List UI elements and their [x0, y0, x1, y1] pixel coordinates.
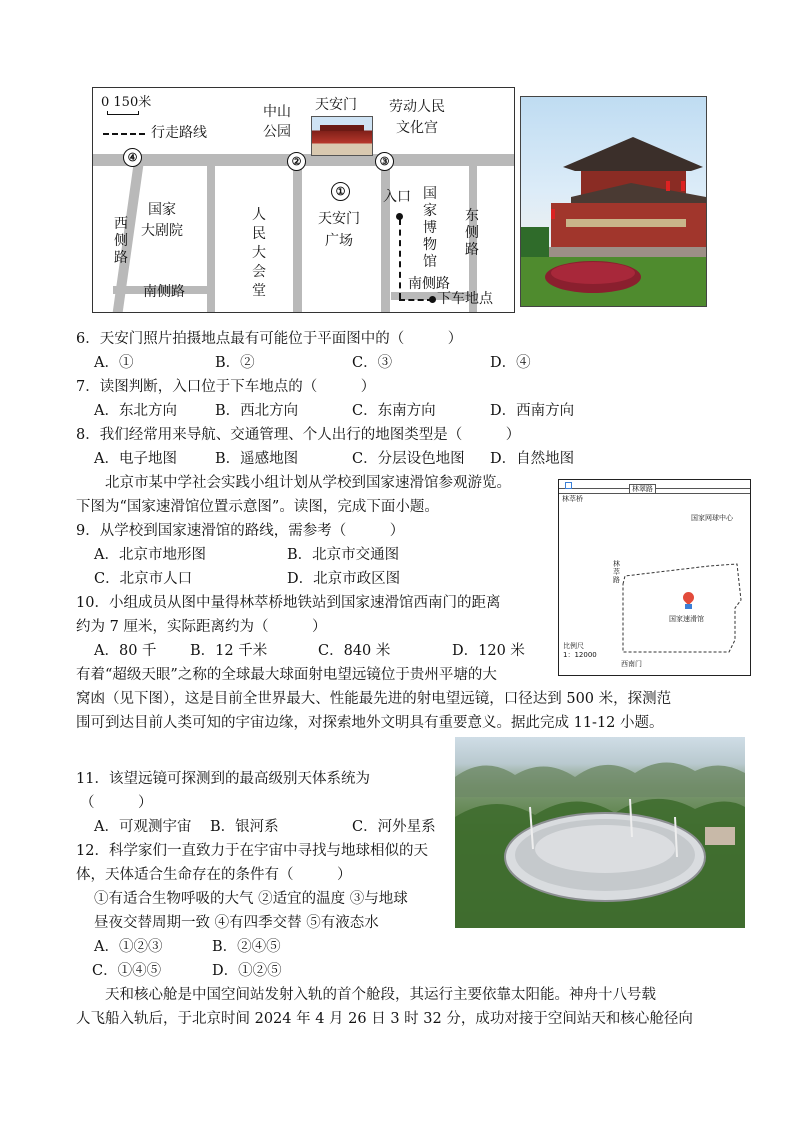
west-road-label: 西侧路 — [114, 216, 128, 266]
intro4-line2: 人飞船入轨后，于北京时间 2024 年 4 月 26 日 3 时 32 分，成功对接于空间站天和核心舱径向 — [76, 1011, 693, 1027]
tiananmen-photo — [520, 96, 707, 307]
q12-option-a[interactable]: A．①②③ — [94, 939, 163, 955]
intro3-line3: 围可到达目前人类可知的宇宙边缘，对探索地外文明具有重要意义。据此完成 11-12 小题。 — [76, 715, 664, 731]
q9-option-c[interactable]: C．北京市人口 — [94, 571, 193, 587]
walking-route-horizontal — [399, 299, 433, 301]
scale-bar-line — [107, 111, 139, 115]
tiananmen-gate-photo-icon — [311, 116, 373, 156]
road-vertical-2 — [207, 166, 215, 312]
south-road-left-label: 南侧路 — [143, 284, 185, 300]
tennis-center-label: 国家网球中心 — [691, 514, 733, 522]
q11-option-c[interactable]: C．河外星系 — [352, 819, 436, 835]
q8-option-c[interactable]: C．分层设色地图 — [352, 451, 465, 467]
linsui-bridge-label: 林萃桥 — [562, 495, 583, 503]
q10-option-b[interactable]: B．12 千米 — [190, 643, 268, 659]
q6-option-b[interactable]: B．② — [215, 355, 255, 371]
q9-stem: 9．从学校到国家速滑馆的路线，需参考（ ） — [76, 523, 405, 539]
marker-2: ② — [287, 152, 306, 171]
entrance-label: 入口 — [383, 189, 411, 205]
scale-label: 比例尺 — [563, 642, 584, 650]
q12-conditions-line1: ①有适合生物呼吸的大气 ②适宜的温度 ③与地球 — [94, 891, 408, 907]
q9-option-d[interactable]: D．北京市政区图 — [287, 571, 401, 587]
east-road-label: 东侧路 — [465, 208, 479, 258]
q9-option-a[interactable]: A．北京市地形图 — [94, 547, 206, 563]
q12-option-d[interactable]: D．①②⑤ — [212, 963, 282, 979]
q6-option-c[interactable]: C．③ — [352, 355, 393, 371]
lin-road-label: 林萃路 — [613, 560, 620, 584]
q12-stem-line1: 12．科学家们一直致力于在宇宙中寻找与地球相似的天 — [76, 843, 428, 859]
intro4-line1: 天和核心舱是中国空间站发射入轨的首个舱段，其运行主要依靠太阳能。神舟十八号载 — [76, 987, 656, 1003]
route-legend-label: 行走路线 — [151, 125, 207, 141]
route-legend-line — [103, 133, 145, 135]
q11-option-a[interactable]: A．可观测宇宙 — [94, 819, 192, 835]
museum-label: 国家博物馆 — [423, 186, 437, 270]
national-theater-label: 国家 大剧院 — [141, 202, 183, 239]
speed-skating-oval-map — [558, 479, 751, 676]
q12-option-c[interactable]: C．①④⑤ — [92, 963, 162, 979]
q6-stem: 6．天安门照片拍摄地点最有可能位于平面图中的（ ） — [76, 331, 463, 347]
fast-telescope-photo — [455, 737, 745, 928]
q11-stem-line2: （ ） — [80, 795, 153, 811]
q11-option-b[interactable]: B．银河系 — [210, 819, 279, 835]
walking-route-vertical — [399, 219, 401, 299]
q10-option-d[interactable]: D．120 米 — [452, 643, 525, 659]
southwest-gate-label: 西南门 — [621, 660, 642, 668]
scale-bar-label: 0 150米 — [101, 95, 152, 110]
q6-option-d[interactable]: D．④ — [490, 355, 531, 371]
top-road-label: 林翠路 — [629, 484, 656, 494]
laodong-palace-label: 劳动人民 文化宫 — [389, 99, 445, 136]
venue-boundary-dashed — [559, 480, 750, 675]
marker-1: ① — [331, 182, 350, 201]
marker-4: ④ — [123, 148, 142, 167]
dropoff-label: 下车地点 — [437, 291, 493, 307]
intro2-line2: 下图为“国家速滑馆位置示意图”。读图，完成下面小题。 — [76, 499, 439, 515]
marker-3: ③ — [375, 152, 394, 171]
intro3-line2: 窝凼（见下图），这是目前全世界最大、性能最先进的射电望远镜，口径达到 500 米，探测范 — [76, 691, 672, 707]
q6-option-a[interactable]: A．① — [94, 355, 134, 371]
q12-conditions-line2: 昼夜交替周期一致 ④有四季交替 ⑤有液态水 — [94, 915, 379, 931]
q12-option-b[interactable]: B．②④⑤ — [212, 939, 281, 955]
q10-option-c[interactable]: C．840 米 — [318, 643, 391, 659]
q10-option-a[interactable]: A．80 千 — [94, 643, 157, 659]
q7-option-b[interactable]: B．西北方向 — [215, 403, 299, 419]
scale-value: 1：12000 — [563, 651, 597, 659]
road-vertical-4 — [381, 166, 390, 312]
q7-stem: 7．读图判断，入口位于下车地点的（ ） — [76, 379, 376, 395]
q7-option-c[interactable]: C．东南方向 — [352, 403, 436, 419]
tiananmen-plan-map — [92, 87, 515, 313]
q7-option-a[interactable]: A．东北方向 — [94, 403, 177, 419]
south-road-right-label: 南侧路 — [408, 276, 450, 292]
q10-stem-line1: 10．小组成员从图中量得林萃桥地铁站到国家速滑馆西南门的距离 — [76, 595, 501, 611]
intro2-line1: 北京市某中学社会实践小组计划从学校到国家速滑馆参观游览。 — [76, 475, 511, 491]
q12-stem-line2: 体，天体适合生命存在的条件有（ ） — [76, 867, 352, 883]
q9-option-b[interactable]: B．北京市交通图 — [287, 547, 400, 563]
intro3-line1: 有着“超级天眼”之称的全球最大球面射电望远镜位于贵州平塘的大 — [76, 667, 497, 683]
q8-option-a[interactable]: A．电子地图 — [94, 451, 177, 467]
tiananmen-label: 天安门 — [315, 97, 357, 113]
q8-option-d[interactable]: D．自然地图 — [490, 451, 575, 467]
q8-option-b[interactable]: B．遥感地图 — [215, 451, 299, 467]
great-hall-label: 人民大会堂 — [252, 207, 266, 299]
q10-stem-line2: 约为 7 厘米，实际距离约为（ ） — [76, 619, 327, 635]
q8-stem: 8．我们经常用来导航、交通管理、个人出行的地图类型是（ ） — [76, 427, 521, 443]
q11-stem-line1: 11．该望远镜可探测到的最高级别天体系统为 — [76, 771, 370, 787]
road-vertical-3 — [293, 166, 302, 312]
dropoff-dot — [429, 296, 436, 303]
q7-option-d[interactable]: D．西南方向 — [490, 403, 575, 419]
zhongshan-park-label: 中山 公园 — [263, 104, 291, 140]
square-label: 天安门 广场 — [318, 211, 360, 249]
venue-icon — [685, 604, 692, 609]
venue-label: 国家速滑馆 — [669, 615, 704, 623]
